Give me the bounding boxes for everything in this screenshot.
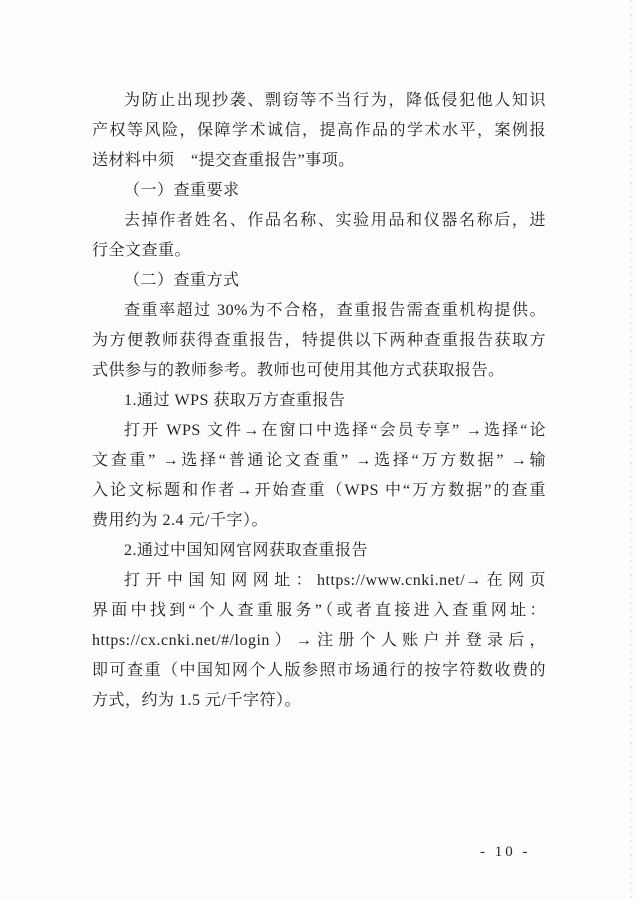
text-line-heading-requirements: （一）查重要求 <box>124 182 240 199</box>
scan-edge-artifact <box>630 0 632 900</box>
text-line-methods-intro: 查重率超过 30%为不合格，查重报告需查重机构提供。 <box>124 302 546 319</box>
text-line-method-2-steps: 即可查重（中国知网个人版参照市场通行的按字符数收费的 <box>92 662 546 679</box>
text-line-methods-intro: 为方便教师获得查重报告，特提供以下两种查重报告获取方 <box>92 332 546 349</box>
text-line-method-2-steps: https://cx.cnki.net/#/login）→注册个人账户并登录后， <box>92 632 546 649</box>
text-line-method-2-steps: 打开中国知网网址：https://www.cnki.net/→在网页 <box>124 572 546 589</box>
text-line-method-1-steps: 费用约为 2.4 元/千字）。 <box>92 512 268 529</box>
text-line-intro: 送材料中须 “提交查重报告”事项。 <box>92 152 355 169</box>
text-line-requirements-body: 行全文查重。 <box>92 242 192 259</box>
text-line-methods-intro: 式供参与的教师参考。教师也可使用其他方式获取报告。 <box>92 362 505 379</box>
text-line-intro: 产权等风险，保障学术诚信，提高作品的学术水平，案例报 <box>92 122 546 139</box>
text-line-intro: 为防止出现抄袭、剽窃等不当行为，降低侵犯他人知识 <box>124 92 546 109</box>
document-body <box>92 86 546 716</box>
text-line-method-2-steps: 界面中找到“个人查重服务”（或者直接进入查重网址： <box>92 602 546 619</box>
text-line-requirements-body: 去掉作者姓名、作品名称、实验用品和仪器名称后，进 <box>124 212 546 229</box>
text-line-method-1-steps: 入论文标题和作者→开始查重（WPS 中“万方数据”的查重 <box>92 482 546 499</box>
page-number: - 10 - <box>480 844 531 860</box>
text-line-method-2-steps: 方式，约为 1.5 元/千字符）。 <box>92 692 301 709</box>
text-line-method-2-title: 2.通过中国知网官网获取查重报告 <box>124 542 369 559</box>
text-line-heading-methods: （二）查重方式 <box>124 272 240 289</box>
text-line-method-1-steps: 文查重” →选择“普通论文查重” →选择“万方数据” →输 <box>92 452 546 469</box>
text-line-method-1-steps: 打开 WPS 文件→在窗口中选择“会员专享” →选择“论 <box>124 422 546 439</box>
text-line-method-1-title: 1.通过 WPS 获取万方查重报告 <box>124 392 346 409</box>
